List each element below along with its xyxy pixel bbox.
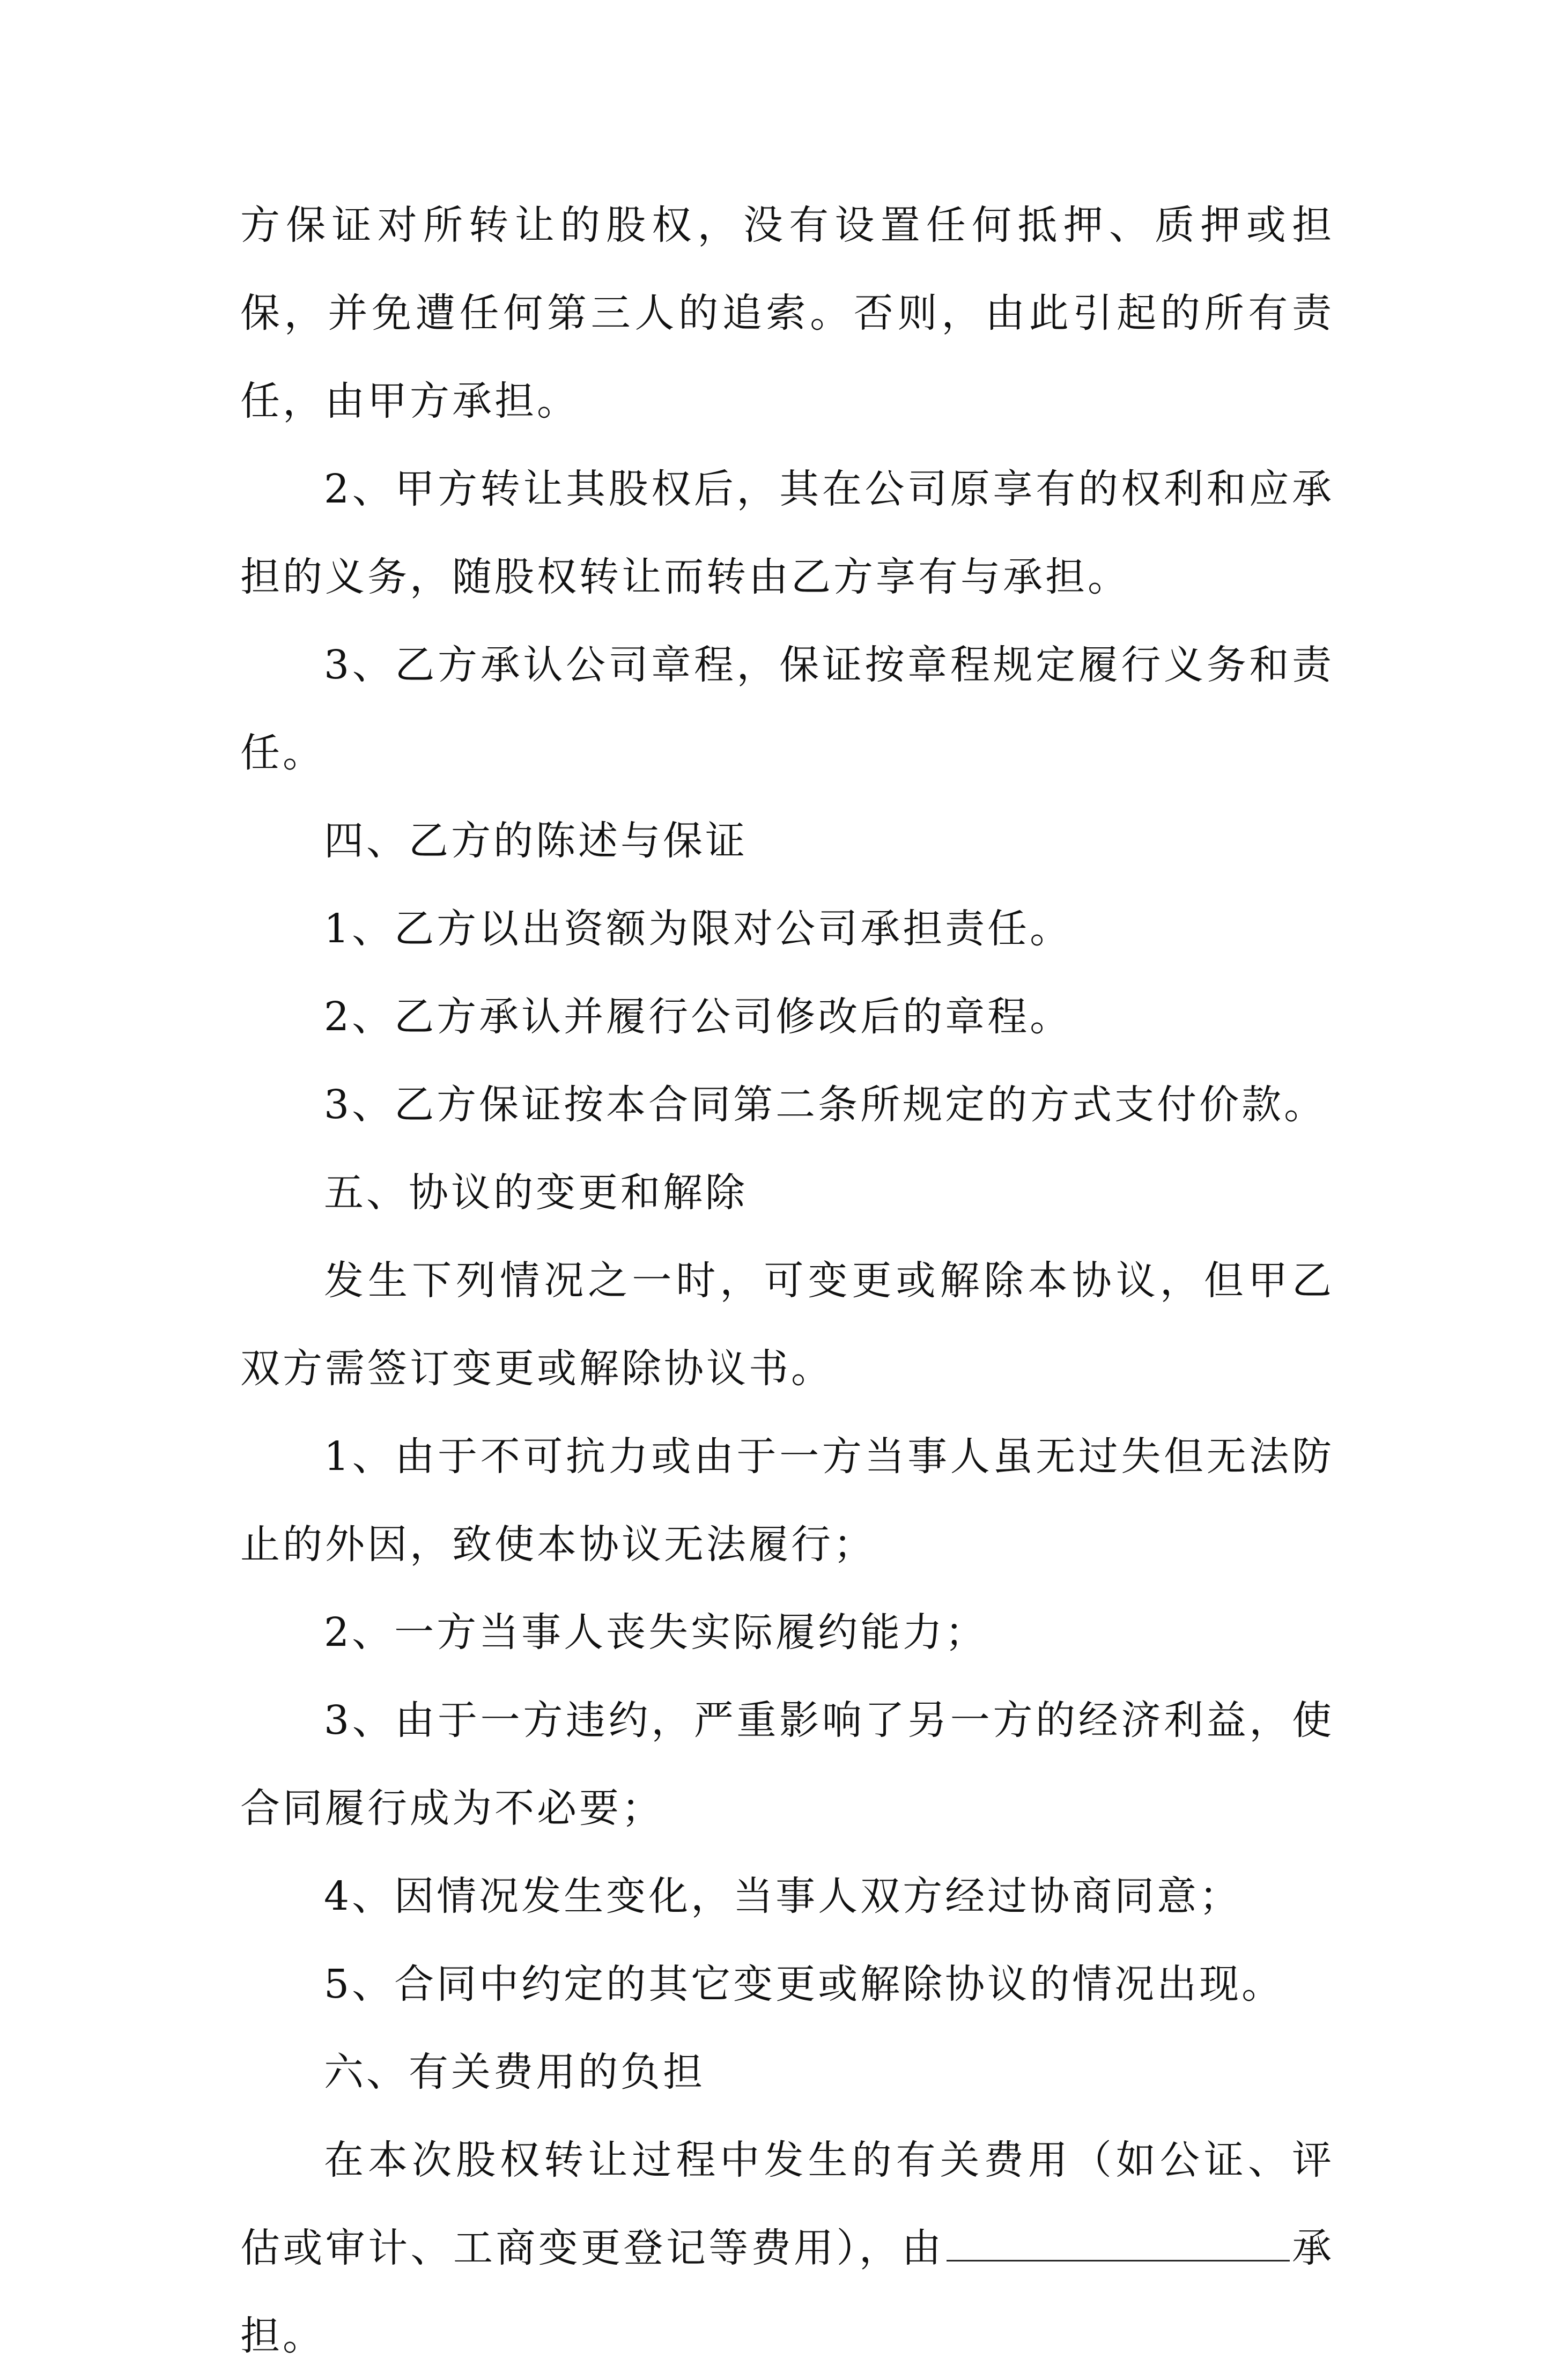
paragraph-clause-3-2: 2、甲方转让其股权后，其在公司原享有的权利和应承担的义务，随股权转让而转由乙方享有与承担。 [240,466,1334,600]
paragraph-clause-4-2: 2、乙方承认并履行公司修改后的章程。 [324,994,1073,1040]
fill-in-blank-line[interactable] [947,2228,1290,2261]
paragraph-clause-6 [240,2116,1334,2380]
paragraph-clause-3-3: 3、乙方承认公司章程，保证按章程规定履行义务和责任。 [240,642,1334,776]
clause-6-text-after: 承担。 [240,2225,1334,2359]
paragraph-clause-5-3: 3、由于一方违约，严重影响了另一方的经济利益，使合同履行成为不必要； [240,1697,1334,1831]
paragraph-clause-4-3: 3、乙方保证按本合同第二条所规定的方式支付价款。 [324,1082,1327,1128]
paragraph-clause-5-4: 4、因情况发生变化，当事人双方经过协商同意； [324,1873,1242,1919]
paragraph-clause-4-1: 1、乙方以出资额为限对公司承担责任。 [324,906,1073,952]
section-heading-6: 六、有关费用的负担 [324,2049,705,2095]
paragraph-clause-5-intro: 发生下列情况之一时，可变更或解除本协议，但甲乙双方需签订变更或解除协议书。 [240,1258,1334,1392]
paragraph-continuation: 方保证对所转让的股权，没有设置任何抵押、质押或担保，并免遭任何第三人的追索。否则，由此引起的所有责任，由甲方承担。 [240,202,1334,424]
document-body [240,181,1334,2380]
paragraph-clause-5-2: 2、一方当事人丧失实际履约能力； [324,1609,988,1655]
paragraph-clause-5-1: 1、由于不可抗力或由于一方当事人虽无过失但无法防止的外因，致使本协议无法履行； [240,1433,1334,1568]
clause-6-text-before: 在本次股权转让过程中发生的有关费用（如公证、评估或审计、工商变更登记等费用），由 [240,2137,1334,2271]
section-heading-4: 四、乙方的陈述与保证 [324,818,748,864]
section-heading-5: 五、协议的变更和解除 [324,1170,748,1216]
paragraph-clause-5-5: 5、合同中约定的其它变更或解除协议的情况出现。 [324,1961,1284,2007]
